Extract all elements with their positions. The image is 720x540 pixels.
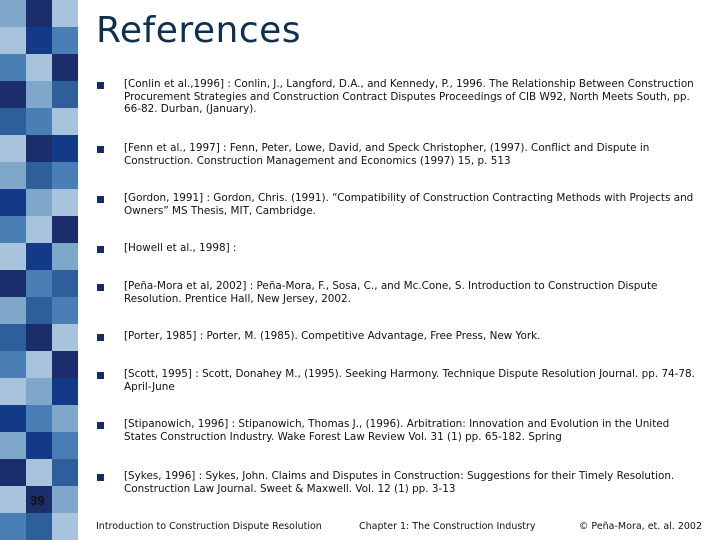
strip-tile xyxy=(52,0,78,27)
strip-tile xyxy=(0,486,26,513)
strip-tile xyxy=(26,513,52,540)
strip-tile xyxy=(52,378,78,405)
strip-tile xyxy=(0,216,26,243)
strip-tile xyxy=(26,81,52,108)
strip-column-2 xyxy=(26,0,52,540)
reference-text: [Sykes, 1996] : Sykes, John. Claims and Disputes in Construction: Suggestions for their Timely Resolution. Construction Law Journal. Sweet & Maxwell. Vol. 12 (1) pp. 3-13 xyxy=(124,470,675,495)
strip-tile xyxy=(26,270,52,297)
reference-text: [Scott, 1995] : Scott, Donahey M., (1995). Seeking Harmony. Technique Dispute Resolution Journal. pp. 74-78. April-June xyxy=(124,368,695,393)
square-bullet-icon xyxy=(97,422,104,429)
slide-title: References xyxy=(96,10,302,51)
strip-tile xyxy=(26,459,52,486)
reference-item xyxy=(94,470,704,495)
decorative-left-strip xyxy=(0,0,78,540)
reference-item xyxy=(94,418,704,443)
footer-left: Introduction to Construction Dispute Resolution xyxy=(96,521,322,532)
strip-tile xyxy=(52,432,78,459)
square-bullet-icon xyxy=(97,372,104,379)
strip-tile xyxy=(0,189,26,216)
reference-item xyxy=(94,368,704,393)
reference-text: [Stipanowich, 1996] : Stipanowich, Thomas J., (1996). Arbitration: Innovation and Evolution in the United States Construction Industry. Wake Forest Law Review Vol. 31 (1) pp. 65-182. Spring xyxy=(124,418,670,443)
reference-item xyxy=(94,242,704,255)
strip-tile xyxy=(52,459,78,486)
strip-tile xyxy=(0,324,26,351)
strip-tile xyxy=(26,189,52,216)
reference-item xyxy=(94,142,704,167)
strip-tile xyxy=(52,216,78,243)
square-bullet-icon xyxy=(97,474,104,481)
strip-tile xyxy=(26,27,52,54)
page-number: 39 xyxy=(30,493,45,508)
strip-tile xyxy=(0,432,26,459)
square-bullet-icon xyxy=(97,246,104,253)
strip-tile xyxy=(0,0,26,27)
strip-tile xyxy=(52,270,78,297)
strip-tile xyxy=(52,351,78,378)
square-bullet-icon xyxy=(97,334,104,341)
strip-column-3 xyxy=(52,0,78,540)
strip-tile xyxy=(26,324,52,351)
strip-tile xyxy=(52,27,78,54)
reference-text: [Fenn et al., 1997] : Fenn, Peter, Lowe, David, and Speck Christopher, (1997). Conflict and Dispute in Construction. Construction Management and Economics (1997) 15, p. 513 xyxy=(124,142,650,167)
square-bullet-icon xyxy=(97,146,104,153)
strip-tile xyxy=(0,27,26,54)
strip-tile xyxy=(0,54,26,81)
strip-tile xyxy=(0,351,26,378)
square-bullet-icon xyxy=(97,196,104,203)
strip-tile xyxy=(26,378,52,405)
strip-tile xyxy=(0,243,26,270)
footer-center: Chapter 1: The Construction Industry xyxy=(359,521,536,532)
strip-tile xyxy=(26,135,52,162)
strip-tile xyxy=(52,486,78,513)
strip-tile xyxy=(52,108,78,135)
square-bullet-icon xyxy=(97,284,104,291)
strip-tile xyxy=(26,297,52,324)
strip-tile xyxy=(52,162,78,189)
reference-text: [Peña-Mora et al, 2002] : Peña-Mora, F., Sosa, C., and Mc.Cone, S. Introduction to Construction Dispute Resolution. Prentice Hall, New Jersey, 2002. xyxy=(124,280,658,305)
strip-tile xyxy=(0,81,26,108)
strip-tile xyxy=(0,405,26,432)
reference-item xyxy=(94,78,704,116)
strip-tile xyxy=(52,405,78,432)
strip-tile xyxy=(52,297,78,324)
reference-item xyxy=(94,280,704,305)
strip-tile xyxy=(52,81,78,108)
strip-tile xyxy=(26,351,52,378)
strip-tile xyxy=(0,135,26,162)
strip-tile xyxy=(0,513,26,540)
strip-tile xyxy=(26,108,52,135)
strip-tile xyxy=(52,189,78,216)
reference-text: [Porter, 1985] : Porter, M. (1985). Competitive Advantage, Free Press, New York. xyxy=(124,330,541,342)
reference-text: [Conlin et al.,1996] : Conlin, J., Langford, D.A., and Kennedy, P., 1996. The Relationship Between Construction Procurement Strategies and Construction Contract Disputes Proceedings of CIB W92, North Meets South, pp. 66-82. Durban, (January). xyxy=(124,78,694,115)
strip-tile xyxy=(26,405,52,432)
reference-item xyxy=(94,330,704,343)
strip-tile xyxy=(0,378,26,405)
strip-tile xyxy=(0,108,26,135)
strip-tile xyxy=(0,270,26,297)
strip-tile xyxy=(52,135,78,162)
square-bullet-icon xyxy=(97,82,104,89)
reference-item xyxy=(94,192,704,217)
strip-tile xyxy=(26,432,52,459)
strip-tile xyxy=(52,324,78,351)
strip-tile xyxy=(26,216,52,243)
strip-tile xyxy=(52,243,78,270)
strip-tile xyxy=(0,459,26,486)
strip-tile xyxy=(52,513,78,540)
strip-column-1 xyxy=(0,0,26,540)
strip-tile xyxy=(52,54,78,81)
strip-tile xyxy=(26,162,52,189)
footer-right: © Peña-Mora, et. al. 2002 xyxy=(578,521,702,532)
strip-tile xyxy=(26,243,52,270)
reference-text: [Gordon, 1991] : Gordon, Chris. (1991). “Compatibility of Construction Contracting Methods with Projects and Owners” MS Thesis, MIT, Cambridge. xyxy=(124,192,694,217)
strip-tile xyxy=(0,297,26,324)
strip-tile xyxy=(26,0,52,27)
strip-tile xyxy=(26,54,52,81)
reference-text: [Howell et al., 1998] : xyxy=(124,242,237,254)
strip-tile xyxy=(0,162,26,189)
